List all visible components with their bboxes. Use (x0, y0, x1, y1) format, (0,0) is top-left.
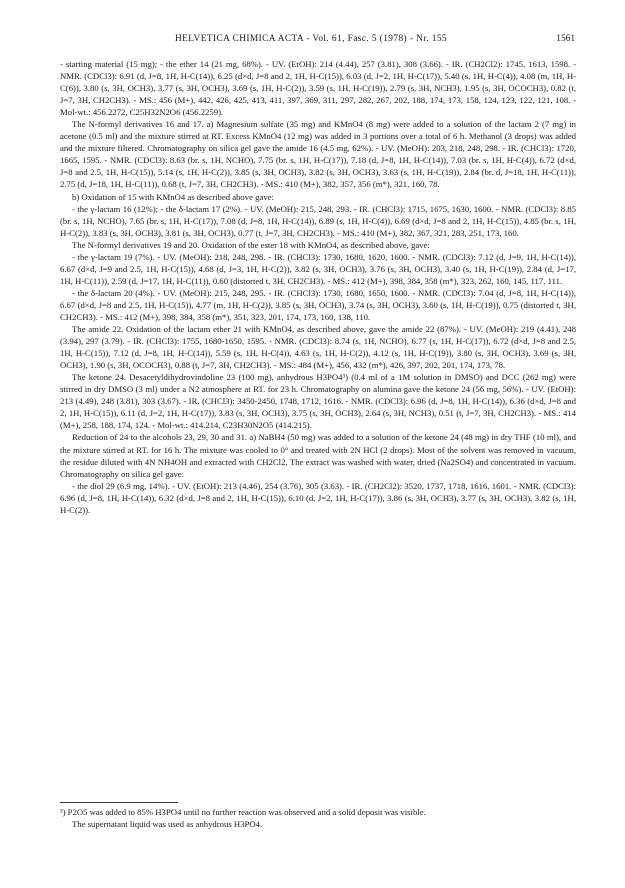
paragraph: - the diol 29 (6.9 mg, 14%). - UV. (EtOH): 213 (4.46), 254 (3.76), 305 (3.63). - IR. (CH2Cl2): 3520, 1737, 1718, 1616, 1601. - NMR. (CDCl3): 6.96 (d, J=8, 1H, H-C(14)), 6.32 (d×d, J=8 and 2, 1H, H-C(15)), 6.10 (d, J=2, 1H, H-C(17)), 3.86 (s, 3H, OCH3), 3.77 (s, 3H, OCH3), 3.82 (s, 1H, H-C(2)). (60, 480, 576, 515)
paragraph: - the γ-lactam 19 (7%). - UV. (MeOH): 218, 248, 298. - IR. (CHCl3): 1730, 1680, 1620, 1600. - NMR. (CDCl3): 7.12 (d, J=9, 1H, H-C(14)), 6.67 (d×d, J=9 and 2.5, 1H, H-C(15)), 4.68 (d, J=3, 1H, H-C(2)), 3.82 (s, 3H, OCH3), 3.76 (s, 3H, OCH3), 3.40 (s, 1H, H-C(19)), 2.84 (d, J=17, 1H, H-C(11)), 2.59 (d, J=17, 1H, H-C(11)), 0.60 (distorted t, 3H, CH2CH3). - MS.: 412 (M+), 398, 384, 358 (m*), 323, 262, 160, 145, 117, 111. (60, 251, 576, 286)
paragraph: The amide 22. Oxidation of the lactam ether 21 with KMnO4, as described above, gave the amide 22 (87%). - UV. (MeOH): 219 (4.41), 248 (3.94), 297 (3.79). - IR. (CHCl3): 1755, 1680-1650, 1595. - NMR. (CDCl3): 8.74 (s, 1H, NCHO), 6.77 (s, 1H, H-C(17)), 6.72 (d×d, J=8 and 2.5, 1H, H-C(15)), 7.12 (d, J=8, 1H, H-C(14)), 5.59 (s, 1H, H-C(4)), 4.63 (s, 1H, H-C(2)), 4.12 (s, 1H, H-C(19)), 3.80 (s, 3H, OCH3), 3.69 (s, 3H, OCH3), 1.90 (s, 3H, OCOCH3), 0.88 (t, J=7, 3H, CH2CH3). - MS.: 484 (M+), 456, 432 (m*), 426, 397, 202, 201, 174, 173, 78. (60, 324, 576, 371)
footnote-divider (60, 802, 178, 803)
paragraph: - starting material (15 mg); - the ether 14 (21 mg, 68%). - UV. (EtOH): 214 (4.44), 257 (3.81), 308 (3.66). - IR. (CH2Cl2): 1745, 1613, 1598. - NMR. (CDCl3): 6.91 (d, J=8, 1H, H-C(14)), 6.25 (d×d, J=8 and 2, 1H, H-C(15)), 6.03 (d, J=2, 1H, H-C(17)), 5.40 (s, 1H, H-C(4)), 4.08 (m, 1H, H-C(6)), 3.80 (s, 3H, OCH3), 3.77 (s, 3H, OCH3), 3.69 (s, 1H, H-C(2)), 3.59 (s, 1H, H-C(19)), 2.79 (s, 3H, NCH3), 1.95 (s, 3H, OCOCH3), 0.82 (t, J=7, 3H, CH2CH3). - MS.: 456 (M+), 442, 426, 425, 413, 411, 397, 369, 311, 297, 282, 267, 202, 188, 174, 173, 158, 124, 123, 122, 121, 108. - Mol-wt.: 456.2272, C25H32N2O6 (456.2259). (60, 59, 576, 118)
paragraph: - the δ-lactam 20 (4%). - UV. (MeOH): 215, 248, 295. - IR. (CHCl3): 1730, 1680, 1650, 1600. - NMR. (CDCl3): 7.04 (d, J=8, 1H, H-C(14)), 6.67 (d×d, J=8 and 2.5, 1H, H-C(15)), 4.77 (m, 1H, H-C(2)), 3.85 (s, 3H, OCH3), 3.74 (s, 3H, OCH3), 3.60 (s, 1H, H-C(19)), 0.75 (distorted t, 3H, CH2CH3). - MS.: 412 (M+), 398, 384, 358 (m*), 351, 323, 201, 174, 173, 160, 138, 110. (60, 287, 576, 322)
paragraph: The N-formyl derivatives 16 and 17. a) Magnesium sulfate (35 mg) and KMnO4 (8 mg) were added to a solution of the lactam 2 (7 mg) in acetone (0.5 ml) and the mixture stirred at RT. Excess KMnO4 (12 mg) was added in 3 portions over a total of 6 h. Methanol (3 drops) was added and the mixture filtered. Chromatography on silica gel gave the amide 16 (4.5 mg, 62%). - UV. (MeOH): 203, 218, 248, 298. - IR. (CHCl3): 1720, 1665, 1595. - NMR. (CDCl3): 8.63 (br. s, 1H, NCHO), 7.75 (br. s, 1H, H-C(17)), 7.18 (d, J=8, 1H, H-C(14)), 7.03 (br. s, 1H, H-C(4)), 6.72 (d×d, J=8 and 2.5, 1H, H-C(15)), 5.14 (s, 1H, H-C(2)), 3.85 (s, 3H, OCH3), 3.82 (s, 3H, OCH3), 3.63 (s, 1H, H-C(19)), 2.84 (br. d, J=18, 1H, H-C(11)), 2.75 (d, J=18, 1H, H-C(11)), 0.68 (t, J=7, 3H, CH2CH3). - MS.: 410 (M+), 382, 357, 356 (m*), 321, 160, 78. (60, 119, 576, 190)
journal-title: HELVETICA CHIMICA ACTA - Vol. 61, Fasc. 5 (1978) - Nr. 155 (175, 34, 448, 44)
running-header (60, 34, 575, 50)
experimental-text (60, 58, 576, 798)
page-number: 1561 (556, 34, 575, 44)
paragraph: The ketone 24. Desacetyldihydrovindoline 23 (100 mg), anhydrous H3PO4³) (0.4 ml of a 1M solution in DMSO) and DCC (262 mg) were stirred in dry DMSO (3 ml) under a N2 atmosphere at RT. for 23 h. Chromatography on alumina gave the ketone 24 (56 mg, 56%). - UV. (EtOH): 213 (4.49), 248 (3.81), 303 (3.67). - IR. (CHCl3): 3450-2450, 1748, 1712, 1616. - NMR. (CDCl3): 6.96 (d, J=8, 1H, H-C(14)), 6.36 (d×d, J=8 and 2, 1H, H-C(15)), 6.11 (d, J=2, 1H, H-C(17)), 3.83 (s, 3H, OCH3), 3.75 (s, 3H, OCH3), 2.64 (s, 3H, NCH3), 0.51 (t, J=7, 3H, CH2CH3). - MS.: 414 (M+), 258, 188, 174, 124. - Mol-wt.: 414.214, C23H30N2O5 (414.215). (60, 372, 576, 431)
paragraph: The N-formyl derivatives 19 and 20. Oxidation of the ester 18 with KMnO4, as described above, gave: (72, 239, 430, 250)
footnote-line: The supernatant liquid was used as anhydrous H3PO4. (72, 819, 263, 829)
footnote (60, 806, 576, 830)
paragraph: Reduction of 24 to the alcohols 23, 29, 30 and 31. a) NaBH4 (50 mg) was added to a solution of the ketone 24 (48 mg) in dry THF (10 ml), and the mixture stirred at RT. for 16 h. The mixture was cooled to 0° and treated with 2N HCl (2 drops). Most of the solvent was removed in vacuum, the residue diluted with 4N NH4OH and extracted with CH2Cl2. The extract was washed with water, dried (Na2SO4) and concentrated in vacuum. Chromatography on silica gel gave: (60, 432, 576, 479)
paragraph: b) Oxidation of 15 with KMnO4 as described above gave: (72, 191, 274, 202)
paragraph: - the γ-lactam 16 (12%); - the δ-lactam 17 (2%). - UV. (MeOH): 215, 248, 293. - IR. (CHCl3): 1715, 1675, 1630, 1600. - NMR. (CDCl3): 8.85 (br. s, 1H, NCHO), 7.65 (br. s, 1H, H-C(17)), 7.08 (d, J=8, 1H, H-C(14)), 6.89 (s, 1H, H-C(4)), 6.69 (d×d, J=8 and 2, 1H, H-C(15)), 4.85 (br. s, 1H, H-C(2)), 3.83 (s, 3H, OCH3), 3.81 (s, 3H, OCH3), 0.77 (t, J=7, 3H, CH2CH3). - MS.: 410 (M+), 382, 367, 321, 283, 251, 173, 160. (60, 203, 576, 238)
footnote-line: ³) P2O5 was added to 85% H3PO4 until no further reaction was observed and a solid deposit was visible. (60, 807, 426, 817)
